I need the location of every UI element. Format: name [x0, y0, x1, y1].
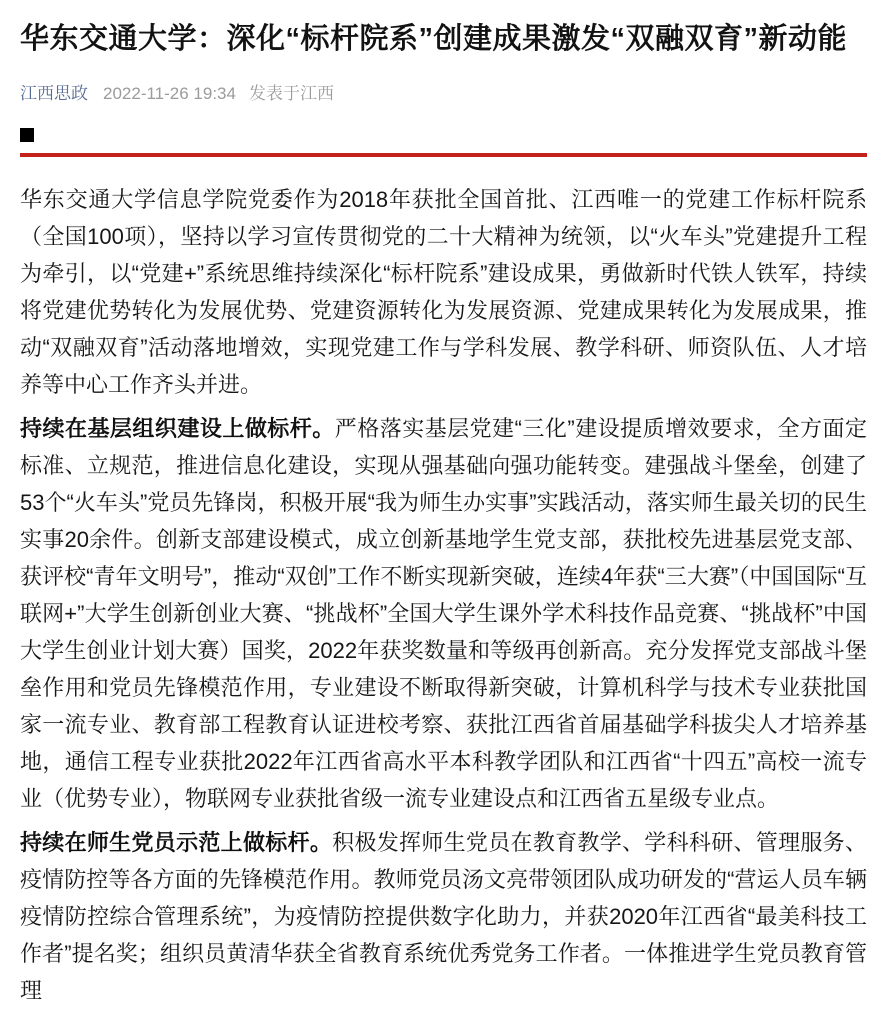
red-divider-line [20, 153, 867, 157]
article-paragraph [20, 824, 867, 1009]
article-title: 华东交通大学：深化“标杆院系”创建成果激发“双融双育”新动能 [20, 23, 848, 55]
article-paragraph [20, 181, 867, 403]
paragraph-text: 华东交通大学信息学院党委作为2018年获批全国首批、江西唯一的党建工作标杆院系（全国100项），坚持以学习宣传贯彻党的二十大精神为统领，以“火车头”党建提升工程为牵引，以“党建+”系统思维持续深化“标杆院系”建设成果，勇做新时代铁人铁军，持续将党建优势转化为发展优势、党建资源转化为发展资源、党建成果转化为发展成果，推动“双融双育”活动落地增效，实现党建工作与学科发展、教学科研、师资队伍、人才培养等中心工作齐头并进。 [20, 187, 867, 398]
publish-timestamp: 2022-11-26 19:34 [103, 84, 236, 104]
article-body [20, 181, 867, 1009]
paragraph-text: 积极发挥师生党员在教育教学、学科科研、管理服务、疫情防控等各方面的先锋模范作用。教师党员汤文亮带领团队成功研发的“营运人员车辆疫情防控综合管理系统”，为疫情防控提供数字化助力，并获2020年江西省“最美科技工作者”提名奖；组织员黄清华获全省教育系统优秀党务工作者。一体推进学生党员教育管理 [20, 830, 867, 1004]
account-name-link[interactable]: 江西思政 [20, 84, 88, 104]
section-marker-square [20, 128, 34, 142]
paragraph-text: 严格落实基层党建“三化”建设提质增效要求，全方面定标准、立规范，推进信息化建设，实现从强基础向强功能转变。建强战斗堡垒，创建了53个“火车头”党员先锋岗，积极开展“我为师生办实事”实践活动，落实师生最关切的民生实事20余件。创新支部建设模式，成立创新基地学生党支部，获批校先进基层党支部、获评校“青年文明号”，推动“双创”工作不断实现新突破，连续4年获“三大赛”（中国国际“互联网+”大学生创新创业大赛、“挑战杯”全国大学生课外学术科技作品竞赛、“挑战杯”中国大学生创业计划大赛）国奖，2022年获奖数量和等级再创新高。充分发挥党支部战斗堡垒作用和党员先锋模范作用，专业建设不断取得新突破，计算机科学与技术专业获批国家一流专业、教育部工程教育认证进校考察、获批江西省首届基础学科拔尖人才培养基地，通信工程专业获批2022年江西省高水平本科教学团队和江西省“十四五”高校一流专业（优势专业），物联网专业获批省级一流专业建设点和江西省五星级专业点。 [20, 416, 867, 812]
article-paragraph [20, 410, 867, 817]
paragraph-lead-bold: 持续在基层组织建设上做标杆。 [20, 416, 335, 442]
publish-location: 发表于江西 [248, 84, 334, 104]
paragraph-lead-bold: 持续在师生党员示范上做标杆。 [20, 830, 333, 856]
byline [20, 79, 867, 104]
